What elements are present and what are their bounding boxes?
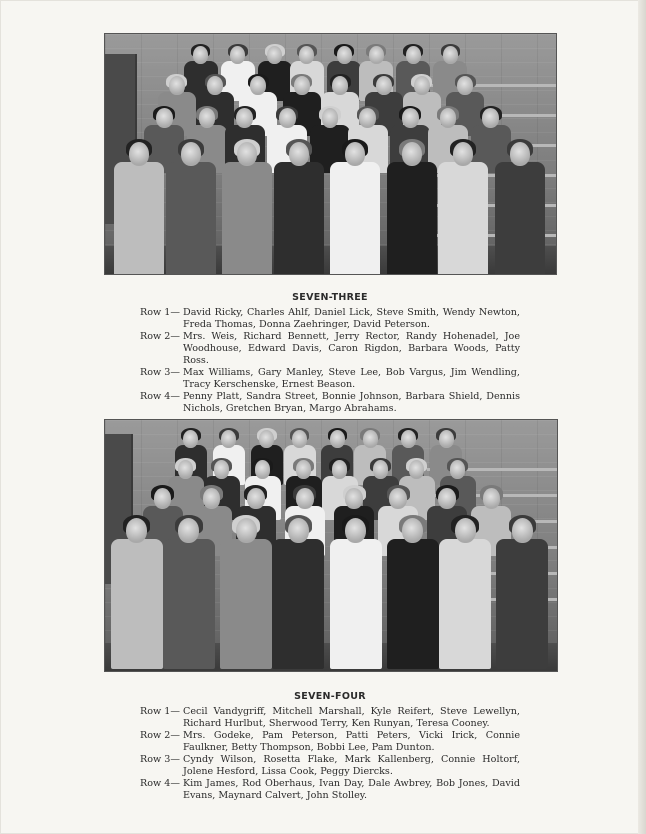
name-row <box>140 307 520 331</box>
row-label: Row 4— <box>140 391 180 402</box>
section-title: SEVEN-THREE <box>292 292 368 303</box>
row-label: Row 2— <box>140 730 180 741</box>
row-label: Row 2— <box>140 331 180 342</box>
name-row <box>140 367 520 391</box>
name-row <box>140 778 520 802</box>
name-row <box>140 391 520 415</box>
row-label: Row 1— <box>140 307 180 318</box>
name-row <box>140 754 520 778</box>
row-names: Cyndy Wilson, Rosetta Flake, Mark Kallenberg, Connie Holtorf, Jolene Hesford, Lissa Cook, Peggy Diercks. <box>183 754 520 777</box>
row-label: Row 3— <box>140 754 180 765</box>
class-photo-seven-four <box>104 419 558 672</box>
class-photo-seven-three <box>104 33 557 275</box>
page-edge <box>638 0 646 834</box>
row-names: Mrs. Weis, Richard Bennett, Jerry Rector, Randy Hohenadel, Joe Woodhouse, Edward Davis, Caron Rigdon, Barbara Woods, Patty Ross. <box>183 331 520 366</box>
row-names: David Ricky, Charles Ahlf, Daniel Lick, Steve Smith, Wendy Newton, Freda Thomas, Donna Zaehringer, David Peterson. <box>183 307 520 330</box>
row-names: Penny Platt, Sandra Street, Bonnie Johnson, Barbara Shield, Dennis Nichols, Gretchen Bryan, Margo Abrahams. <box>183 391 520 414</box>
section-title: SEVEN-FOUR <box>294 691 366 702</box>
row-names: Max Williams, Gary Manley, Steve Lee, Bob Vargus, Jim Wendling, Tracy Kerschenske, Ernest Beason. <box>183 367 520 390</box>
row-label: Row 1— <box>140 706 180 717</box>
name-row <box>140 730 520 754</box>
row-label: Row 4— <box>140 778 180 789</box>
row-names: Cecil Vandygriff, Mitchell Marshall, Kyle Reifert, Steve Lewellyn, Richard Hurlbut, Sherwood Terry, Ken Runyan, Teresa Cooney. <box>183 706 520 729</box>
row-names: Kim James, Rod Oberhaus, Ivan Day, Dale Awbrey, Bob Jones, David Evans, Maynard Calvert, John Stolley. <box>183 778 520 801</box>
name-row <box>140 331 520 367</box>
name-row <box>140 706 520 730</box>
row-label: Row 3— <box>140 367 180 378</box>
caption-seven-four <box>140 691 520 802</box>
row-names: Mrs. Godeke, Pam Peterson, Patti Peters, Vicki Irick, Connie Faulkner, Betty Thompson, Bobbi Lee, Pam Dunton. <box>183 730 520 753</box>
caption-seven-three <box>140 292 520 415</box>
